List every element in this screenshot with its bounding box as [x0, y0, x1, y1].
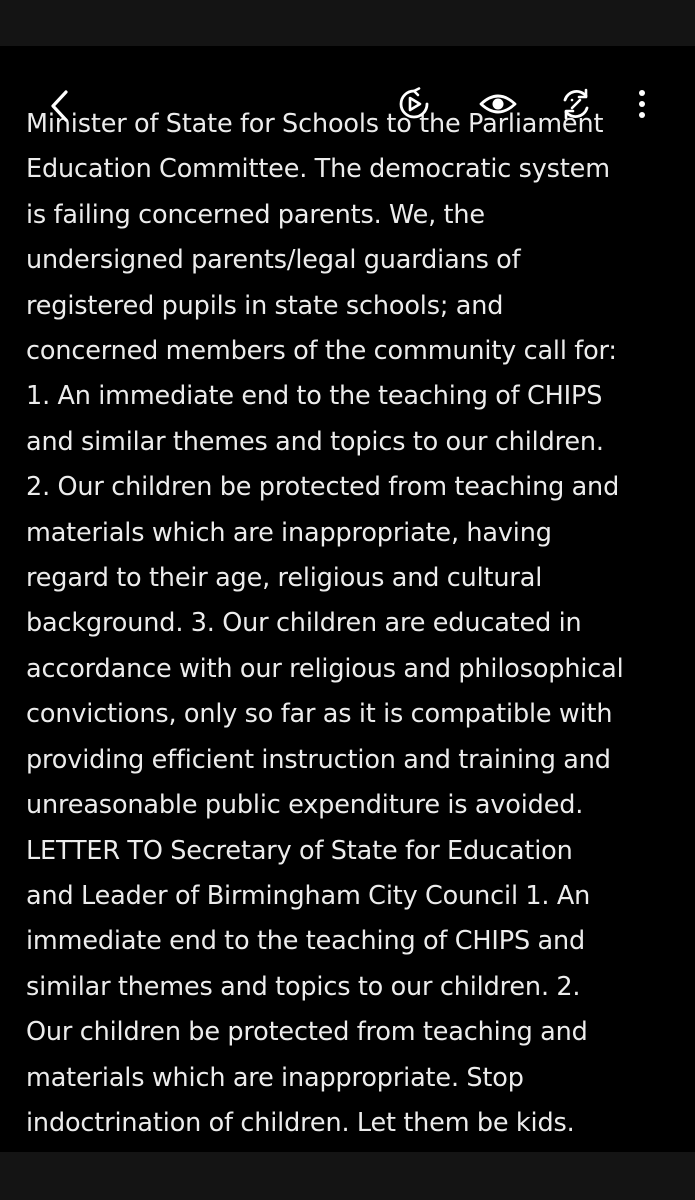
eye-icon: [478, 90, 518, 118]
rotate-icon: [559, 87, 593, 121]
bottom-band: [0, 1152, 695, 1200]
rotate-button[interactable]: [556, 84, 596, 124]
more-vertical-icon: [638, 89, 646, 119]
more-options-button[interactable]: [628, 84, 656, 124]
view-button[interactable]: [476, 84, 520, 124]
top-band: [0, 0, 695, 46]
chevron-left-icon: [47, 88, 73, 124]
media-viewer: [0, 46, 695, 1152]
story-text: Minister of State for Schools to the Parliament Education Committee. The democratic system is failing concerned parents. We, the undersigned parents/legal guardians of registered pupils in state schools; and concerned members of the community call for: 1. An immediate end to the teaching of CHIPS and similar themes and topics to our children. 2. Our children be protected from teaching and materials which are inappropriate, having regard to their age, religious and cultural background. 3. Our children are educated in accordance with our religious and philosophical convictions, only so far as it is compatible with providing efficient instruction and training and unreasonable public expenditure is avoided. LETTER TO Secretary of State for Education and Leader of Birmingham City Council 1. An immediate end to the teaching of CHIPS and similar themes and topics to our children. 2. Our children be protected from teaching and materials which are inappropriate. Stop indoctrination of children. Let them be kids.: [26, 109, 624, 1138]
play-circle-icon: [397, 87, 431, 121]
play-button[interactable]: [394, 84, 434, 124]
back-button[interactable]: [38, 84, 82, 128]
